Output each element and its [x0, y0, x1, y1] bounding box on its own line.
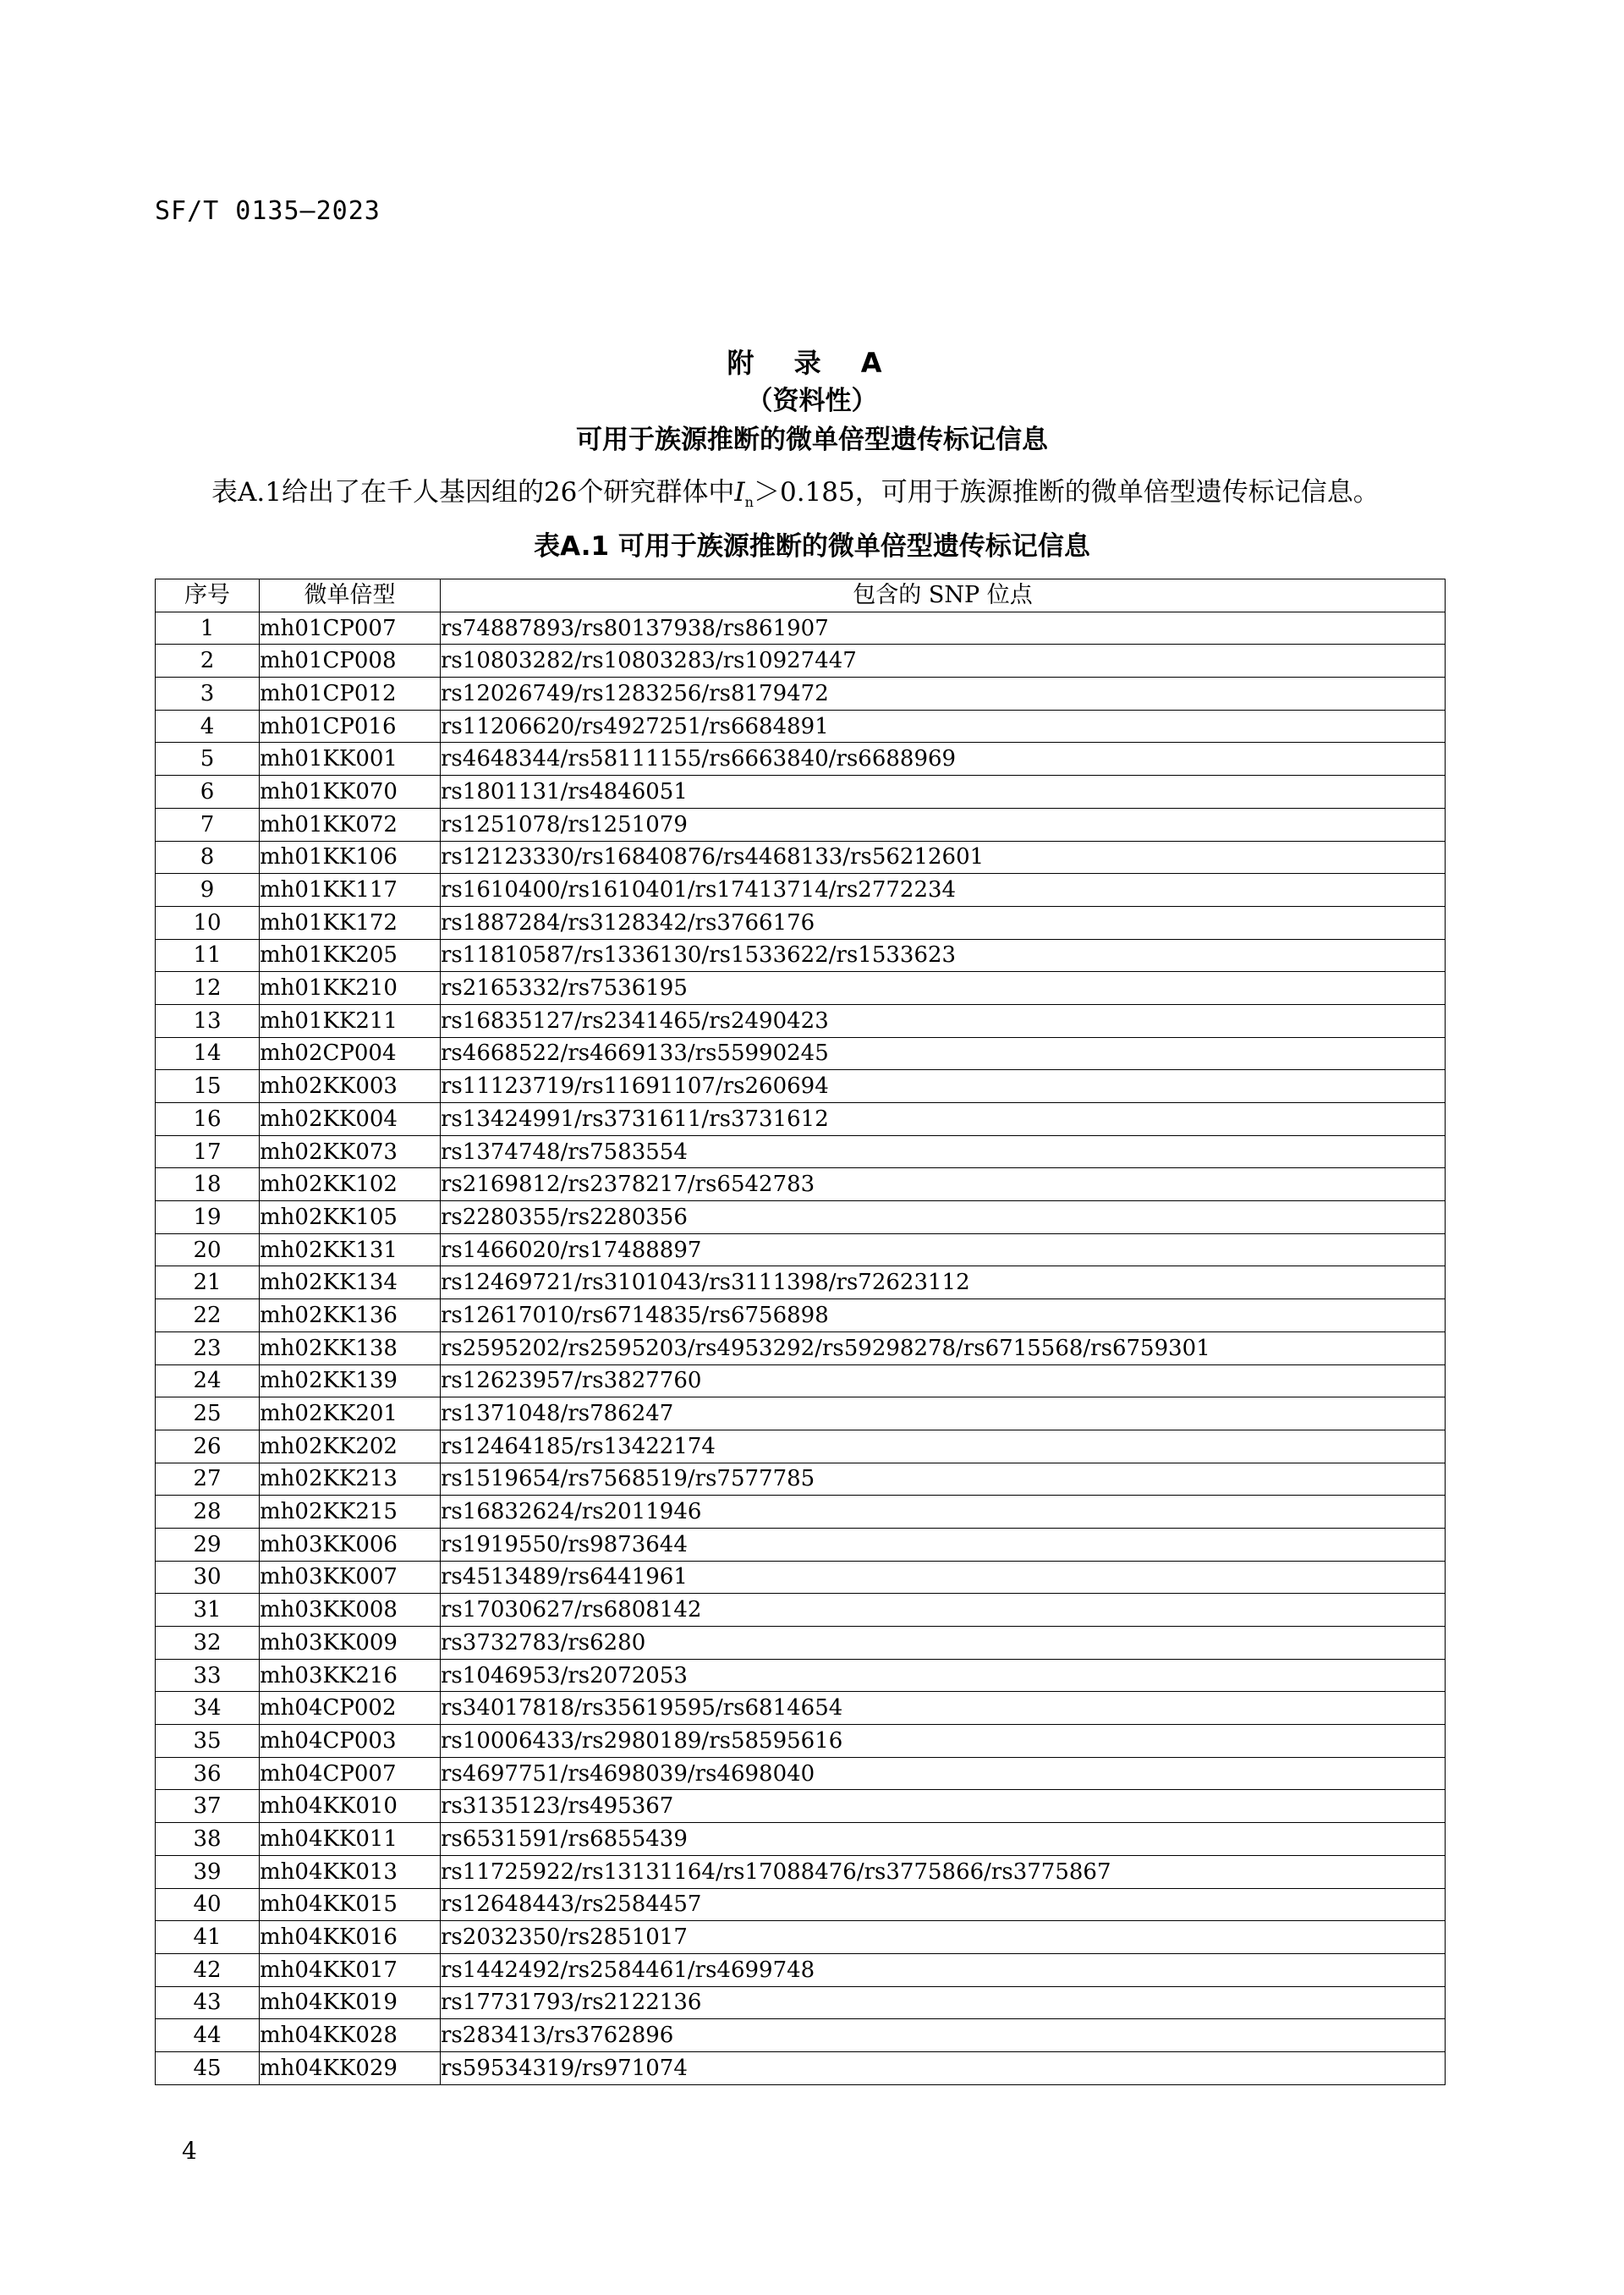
- row-snp-loci: rs1801131/rs4846051: [441, 776, 1446, 809]
- row-snp-loci: rs17731793/rs2122136: [441, 1986, 1446, 2019]
- intro-subscript: n: [744, 494, 754, 511]
- row-snp-loci: rs4513489/rs6441961: [441, 1561, 1446, 1594]
- table-row: [156, 1004, 1446, 1037]
- row-index: 37: [156, 1790, 260, 1823]
- row-index: 23: [156, 1331, 260, 1364]
- appendix-title: 附 录 A: [727, 347, 897, 379]
- row-microhaplotype: mh01CP012: [260, 678, 441, 711]
- row-index: 1: [156, 612, 260, 645]
- row-index: 14: [156, 1037, 260, 1070]
- appendix-subtitle: （资料性）: [746, 386, 878, 416]
- table-row: [156, 1528, 1446, 1561]
- row-microhaplotype: mh03KK006: [260, 1528, 441, 1561]
- table-row: [156, 1496, 1446, 1529]
- table-row: [156, 1692, 1446, 1725]
- row-snp-loci: rs2280355/rs2280356: [441, 1201, 1446, 1234]
- table-row: [156, 1266, 1446, 1299]
- row-microhaplotype: mh02KK202: [260, 1430, 441, 1463]
- table-body: [156, 612, 1446, 2084]
- row-snp-loci: rs1519654/rs7568519/rs7577785: [441, 1463, 1446, 1496]
- table-row: [156, 1070, 1446, 1103]
- row-snp-loci: rs16832624/rs2011946: [441, 1496, 1446, 1529]
- appendix-name: 可用于族源推断的微单倍型遗传标记信息: [576, 425, 1048, 455]
- table-row: [156, 1953, 1446, 1986]
- row-index: 38: [156, 1823, 260, 1856]
- header-index: 序号: [156, 579, 260, 612]
- row-snp-loci: rs11123719/rs11691107/rs260694: [441, 1070, 1446, 1103]
- row-index: 20: [156, 1233, 260, 1266]
- row-snp-loci: rs4668522/rs4669133/rs55990245: [441, 1037, 1446, 1070]
- row-index: 34: [156, 1692, 260, 1725]
- row-microhaplotype: mh01CP007: [260, 612, 441, 645]
- row-snp-loci: rs1466020/rs17488897: [441, 1233, 1446, 1266]
- row-snp-loci: rs4697751/rs4698039/rs4698040: [441, 1757, 1446, 1790]
- row-snp-loci: rs2032350/rs2851017: [441, 1921, 1446, 1954]
- row-snp-loci: rs1046953/rs2072053: [441, 1659, 1446, 1692]
- row-snp-loci: rs12469721/rs3101043/rs3111398/rs72623112: [441, 1266, 1446, 1299]
- row-microhaplotype: mh02CP004: [260, 1037, 441, 1070]
- row-snp-loci: rs12623957/rs3827760: [441, 1364, 1446, 1397]
- row-index: 7: [156, 808, 260, 841]
- row-microhaplotype: mh02KK073: [260, 1135, 441, 1168]
- marker-table: [155, 579, 1446, 2085]
- table-row: [156, 972, 1446, 1005]
- row-microhaplotype: mh04KK013: [260, 1855, 441, 1888]
- row-snp-loci: rs1610400/rs1610401/rs17413714/rs2772234: [441, 874, 1446, 907]
- row-microhaplotype: mh02KK201: [260, 1397, 441, 1430]
- row-snp-loci: rs4648344/rs58111155/rs6663840/rs6688969: [441, 743, 1446, 776]
- table-row: [156, 743, 1446, 776]
- row-snp-loci: rs10803282/rs10803283/rs10927447: [441, 645, 1446, 678]
- row-microhaplotype: mh04KK010: [260, 1790, 441, 1823]
- header-microhaplotype: 微单倍型: [260, 579, 441, 612]
- row-snp-loci: rs12464185/rs13422174: [441, 1430, 1446, 1463]
- table-row: [156, 1594, 1446, 1627]
- row-snp-loci: rs12123330/rs16840876/rs4468133/rs56212601: [441, 841, 1446, 874]
- table-row: [156, 1790, 1446, 1823]
- row-microhaplotype: mh02KK105: [260, 1201, 441, 1234]
- row-snp-loci: rs1371048/rs786247: [441, 1397, 1446, 1430]
- row-index: 45: [156, 2051, 260, 2084]
- row-snp-loci: rs10006433/rs2980189/rs58595616: [441, 1725, 1446, 1758]
- row-microhaplotype: mh01KK070: [260, 776, 441, 809]
- table-row: [156, 874, 1446, 907]
- row-microhaplotype: mh01KK072: [260, 808, 441, 841]
- row-microhaplotype: mh04KK016: [260, 1921, 441, 1954]
- row-index: 5: [156, 743, 260, 776]
- table-row: [156, 678, 1446, 711]
- row-microhaplotype: mh01KK172: [260, 906, 441, 939]
- table-row: [156, 1855, 1446, 1888]
- row-microhaplotype: mh02KK102: [260, 1168, 441, 1201]
- row-index: 3: [156, 678, 260, 711]
- row-microhaplotype: mh01CP008: [260, 645, 441, 678]
- table-row: [156, 1921, 1446, 1954]
- table-row: [156, 2019, 1446, 2052]
- row-snp-loci: rs1887284/rs3128342/rs3766176: [441, 906, 1446, 939]
- row-snp-loci: rs17030627/rs6808142: [441, 1594, 1446, 1627]
- table-row: [156, 1168, 1446, 1201]
- table-row: [156, 1299, 1446, 1332]
- row-microhaplotype: mh02KK131: [260, 1233, 441, 1266]
- page-number: 4: [182, 2137, 197, 2165]
- row-index: 10: [156, 906, 260, 939]
- row-snp-loci: rs2595202/rs2595203/rs4953292/rs59298278/rs6715568/rs6759301: [441, 1331, 1446, 1364]
- row-snp-loci: rs12026749/rs1283256/rs8179472: [441, 678, 1446, 711]
- row-index: 2: [156, 645, 260, 678]
- row-snp-loci: rs2165332/rs7536195: [441, 972, 1446, 1005]
- row-microhaplotype: mh03KK216: [260, 1659, 441, 1692]
- row-microhaplotype: mh01KK211: [260, 1004, 441, 1037]
- row-snp-loci: rs2169812/rs2378217/rs6542783: [441, 1168, 1446, 1201]
- standard-code: SF/T 0135—2023: [155, 196, 381, 226]
- table-row: [156, 1397, 1446, 1430]
- row-microhaplotype: mh04KK029: [260, 2051, 441, 2084]
- row-microhaplotype: mh03KK009: [260, 1627, 441, 1660]
- row-microhaplotype: mh01KK001: [260, 743, 441, 776]
- row-microhaplotype: mh01KK106: [260, 841, 441, 874]
- table-row: [156, 1331, 1446, 1364]
- row-snp-loci: rs13424991/rs3731611/rs3731612: [441, 1103, 1446, 1136]
- table-row: [156, 808, 1446, 841]
- table-row: [156, 939, 1446, 972]
- row-index: 9: [156, 874, 260, 907]
- row-index: 19: [156, 1201, 260, 1234]
- row-index: 21: [156, 1266, 260, 1299]
- row-index: 44: [156, 2019, 260, 2052]
- table-row: [156, 1233, 1446, 1266]
- row-index: 32: [156, 1627, 260, 1660]
- row-index: 16: [156, 1103, 260, 1136]
- table-row: [156, 906, 1446, 939]
- row-snp-loci: rs74887893/rs80137938/rs861907: [441, 612, 1446, 645]
- row-snp-loci: rs12617010/rs6714835/rs6756898: [441, 1299, 1446, 1332]
- header-snp-loci: 包含的 SNP 位点: [441, 579, 1446, 612]
- row-snp-loci: rs11206620/rs4927251/rs6684891: [441, 710, 1446, 743]
- table-row: [156, 612, 1446, 645]
- row-index: 40: [156, 1888, 260, 1921]
- table-title: 表A.1 可用于族源推断的微单倍型遗传标记信息: [534, 531, 1090, 562]
- row-index: 33: [156, 1659, 260, 1692]
- intro-text-2: ＞0.185，可用于族源推断的微单倍型遗传标记信息。: [753, 477, 1380, 508]
- row-microhaplotype: mh01CP016: [260, 710, 441, 743]
- row-index: 22: [156, 1299, 260, 1332]
- row-index: 29: [156, 1528, 260, 1561]
- row-index: 18: [156, 1168, 260, 1201]
- table-row: [156, 1430, 1446, 1463]
- row-snp-loci: rs283413/rs3762896: [441, 2019, 1446, 2052]
- table-row: [156, 1725, 1446, 1758]
- row-microhaplotype: mh04KK019: [260, 1986, 441, 2019]
- row-snp-loci: rs11725922/rs13131164/rs17088476/rs3775866/rs3775867: [441, 1855, 1446, 1888]
- row-microhaplotype: mh01KK210: [260, 972, 441, 1005]
- table-header-row: [156, 579, 1446, 612]
- row-snp-loci: rs3732783/rs6280: [441, 1627, 1446, 1660]
- row-index: 35: [156, 1725, 260, 1758]
- row-microhaplotype: mh04KK011: [260, 1823, 441, 1856]
- row-microhaplotype: mh02KK134: [260, 1266, 441, 1299]
- row-microhaplotype: mh02KK215: [260, 1496, 441, 1529]
- row-microhaplotype: mh03KK008: [260, 1594, 441, 1627]
- row-microhaplotype: mh01KK117: [260, 874, 441, 907]
- row-index: 17: [156, 1135, 260, 1168]
- row-microhaplotype: mh02KK139: [260, 1364, 441, 1397]
- row-snp-loci: rs3135123/rs495367: [441, 1790, 1446, 1823]
- row-microhaplotype: mh02KK004: [260, 1103, 441, 1136]
- row-microhaplotype: mh03KK007: [260, 1561, 441, 1594]
- row-microhaplotype: mh04KK028: [260, 2019, 441, 2052]
- table-row: [156, 1627, 1446, 1660]
- row-index: 11: [156, 939, 260, 972]
- table-row: [156, 1364, 1446, 1397]
- table-row: [156, 1037, 1446, 1070]
- table-row: [156, 1986, 1446, 2019]
- row-microhaplotype: mh02KK213: [260, 1463, 441, 1496]
- row-index: 6: [156, 776, 260, 809]
- row-microhaplotype: mh04CP003: [260, 1725, 441, 1758]
- table-row: [156, 776, 1446, 809]
- row-snp-loci: rs16835127/rs2341465/rs2490423: [441, 1004, 1446, 1037]
- intro-text-1: 表A.1给出了在千人基因组的26个研究群体中: [211, 477, 735, 508]
- row-snp-loci: rs59534319/rs971074: [441, 2051, 1446, 2084]
- row-microhaplotype: mh04CP002: [260, 1692, 441, 1725]
- row-snp-loci: rs1442492/rs2584461/rs4699748: [441, 1953, 1446, 1986]
- row-index: 28: [156, 1496, 260, 1529]
- row-index: 27: [156, 1463, 260, 1496]
- table-row: [156, 1135, 1446, 1168]
- row-index: 8: [156, 841, 260, 874]
- row-microhaplotype: mh02KK003: [260, 1070, 441, 1103]
- row-microhaplotype: mh02KK138: [260, 1331, 441, 1364]
- row-snp-loci: rs6531591/rs6855439: [441, 1823, 1446, 1856]
- row-index: 36: [156, 1757, 260, 1790]
- table-row: [156, 1757, 1446, 1790]
- row-index: 4: [156, 710, 260, 743]
- table-row: [156, 710, 1446, 743]
- row-index: 31: [156, 1594, 260, 1627]
- table-row: [156, 841, 1446, 874]
- table-row: [156, 2051, 1446, 2084]
- row-microhaplotype: mh04KK015: [260, 1888, 441, 1921]
- table-row: [156, 645, 1446, 678]
- table-row: [156, 1823, 1446, 1856]
- row-index: 24: [156, 1364, 260, 1397]
- table-row: [156, 1659, 1446, 1692]
- row-snp-loci: rs1374748/rs7583554: [441, 1135, 1446, 1168]
- table-row: [156, 1561, 1446, 1594]
- row-microhaplotype: mh04KK017: [260, 1953, 441, 1986]
- row-index: 26: [156, 1430, 260, 1463]
- table-row: [156, 1888, 1446, 1921]
- row-index: 42: [156, 1953, 260, 1986]
- row-index: 39: [156, 1855, 260, 1888]
- intro-paragraph: [211, 470, 1380, 510]
- row-index: 13: [156, 1004, 260, 1037]
- row-snp-loci: rs1251078/rs1251079: [441, 808, 1446, 841]
- intro-symbol: I: [734, 477, 745, 508]
- row-index: 15: [156, 1070, 260, 1103]
- table-row: [156, 1463, 1446, 1496]
- row-microhaplotype: mh01KK205: [260, 939, 441, 972]
- row-snp-loci: rs34017818/rs35619595/rs6814654: [441, 1692, 1446, 1725]
- table-row: [156, 1103, 1446, 1136]
- row-index: 25: [156, 1397, 260, 1430]
- row-index: 30: [156, 1561, 260, 1594]
- row-snp-loci: rs1919550/rs9873644: [441, 1528, 1446, 1561]
- row-index: 41: [156, 1921, 260, 1954]
- row-microhaplotype: mh02KK136: [260, 1299, 441, 1332]
- row-index: 12: [156, 972, 260, 1005]
- row-snp-loci: rs11810587/rs1336130/rs1533622/rs1533623: [441, 939, 1446, 972]
- row-microhaplotype: mh04CP007: [260, 1757, 441, 1790]
- row-index: 43: [156, 1986, 260, 2019]
- row-snp-loci: rs12648443/rs2584457: [441, 1888, 1446, 1921]
- table-row: [156, 1201, 1446, 1234]
